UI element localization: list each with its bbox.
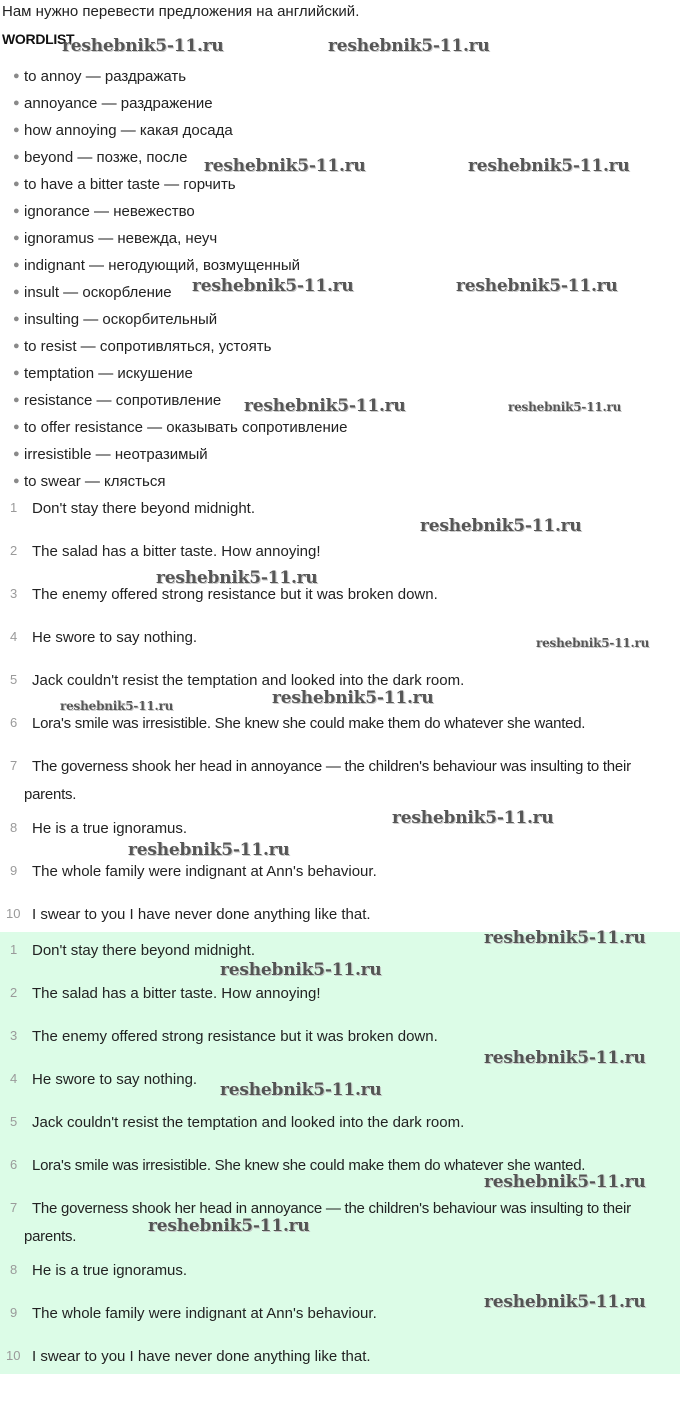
- wordlist-item-text: irresistible — неотразимый: [24, 446, 208, 463]
- sentence-text: Lora's smile was irresistible. She knew she could make them do whatever she wanted.: [32, 715, 586, 732]
- watermark: reshebnik5-11.ru: [272, 688, 434, 708]
- wordlist-item-text: how annoying — какая досада: [24, 122, 233, 139]
- sentence-item: [0, 815, 680, 843]
- wordlist-item: [0, 225, 680, 252]
- wordlist-item-text: to offer resistance — оказывать сопротивление: [24, 419, 348, 436]
- answer-text: I swear to you I have never done anything like that.: [32, 1348, 371, 1365]
- watermark: reshebnik5-11.ru: [456, 276, 618, 296]
- wordlist-item: [0, 306, 680, 333]
- wordlist-item: [0, 252, 680, 279]
- wordlist-item-text: insult — оскорбление: [24, 284, 172, 301]
- answer-text: The governess shook her head in annoyance — the children's behaviour was insulting to their parents.: [24, 1200, 631, 1245]
- answer-item: [0, 1109, 680, 1137]
- sentence-number: 3: [10, 586, 18, 601]
- answer-item: [0, 1023, 680, 1051]
- sentence-number: 7: [10, 758, 18, 773]
- answer-number: 5: [10, 1114, 18, 1129]
- bullet-icon: ●: [13, 97, 20, 109]
- wordlist-item: [0, 198, 680, 225]
- wordlist-item-text: to resist — сопротивляться, устоять: [24, 338, 272, 355]
- wordlist-item: [0, 90, 680, 117]
- watermark: reshebnik5-11.ru: [204, 156, 366, 176]
- watermark: reshebnik5-11.ru: [128, 840, 290, 860]
- wordlist-item: [0, 63, 680, 90]
- watermark: reshebnik5-11.ru: [220, 1080, 382, 1100]
- wordlist-item-text: beyond — позже, после: [24, 149, 188, 166]
- wordlist-item-text: indignant — негодующий, возмущенный: [24, 257, 301, 274]
- bullet-icon: ●: [13, 259, 20, 271]
- watermark: reshebnik5-11.ru: [60, 699, 174, 713]
- answer-text: He swore to say nothing.: [32, 1071, 198, 1088]
- sentence-text: The whole family were indignant at Ann's behaviour.: [32, 863, 377, 880]
- answer-number: 4: [10, 1071, 18, 1086]
- answer-text: The enemy offered strong resistance but it was broken down.: [32, 1028, 438, 1045]
- bullet-icon: ●: [13, 286, 20, 298]
- intro-text: Нам нужно перевести предложения на английский.: [2, 3, 360, 20]
- bullet-icon: ●: [13, 151, 20, 163]
- sentence-number: 4: [10, 629, 18, 644]
- answer-number: 10: [6, 1348, 21, 1363]
- answer-number: 6: [10, 1157, 18, 1172]
- sentence-item: [0, 901, 680, 929]
- bullet-icon: ●: [13, 394, 20, 406]
- sentence-item: [0, 753, 680, 809]
- watermark: reshebnik5-11.ru: [328, 36, 490, 56]
- wordlist-item-text: to annoy — раздражать: [24, 68, 187, 85]
- watermark: reshebnik5-11.ru: [468, 156, 630, 176]
- watermark: reshebnik5-11.ru: [536, 636, 650, 650]
- sentence-number: 9: [10, 863, 18, 878]
- watermark: reshebnik5-11.ru: [62, 36, 224, 56]
- wordlist-item: [0, 117, 680, 144]
- bullet-icon: ●: [13, 367, 20, 379]
- bullet-icon: ●: [13, 448, 20, 460]
- sentence-text: The salad has a bitter taste. How annoying!: [32, 543, 321, 560]
- wordlist-item: [0, 360, 680, 387]
- sentence-number: 2: [10, 543, 18, 558]
- wordlist-item: [0, 468, 680, 495]
- bullet-icon: ●: [13, 475, 20, 487]
- sentence-text: Don't stay there beyond midnight.: [32, 500, 255, 517]
- sentence-number: 1: [10, 500, 18, 515]
- watermark: reshebnik5-11.ru: [392, 808, 554, 828]
- wordlist-item: [0, 333, 680, 360]
- wordlist-heading: WORDLIST: [2, 31, 75, 47]
- watermark: reshebnik5-11.ru: [484, 1292, 646, 1312]
- answer-text: Don't stay there beyond midnight.: [32, 942, 255, 959]
- bullet-icon: ●: [13, 313, 20, 325]
- wordlist-item-text: insulting — оскорбительный: [24, 311, 218, 328]
- sentence-item: [0, 710, 680, 738]
- wordlist-item-text: to have a bitter taste — горчить: [24, 176, 236, 193]
- watermark: reshebnik5-11.ru: [148, 1216, 310, 1236]
- wordlist-item-text: resistance — сопротивление: [24, 392, 222, 409]
- sentence-text: The governess shook her head in annoyance — the children's behaviour was insulting to their parents.: [24, 758, 631, 803]
- bullet-icon: ●: [13, 70, 20, 82]
- answer-text: Jack couldn't resist the temptation and looked into the dark room.: [32, 1114, 465, 1131]
- bullet-icon: ●: [13, 178, 20, 190]
- watermark: reshebnik5-11.ru: [156, 568, 318, 588]
- watermark: reshebnik5-11.ru: [192, 276, 354, 296]
- bullet-icon: ●: [13, 340, 20, 352]
- sentence-text: He swore to say nothing.: [32, 629, 198, 646]
- answer-text: He is a true ignoramus.: [32, 1262, 188, 1279]
- sentence-item: [0, 538, 680, 566]
- wordlist-item-text: to swear — клясться: [24, 473, 166, 490]
- answer-text: The whole family were indignant at Ann's behaviour.: [32, 1305, 377, 1322]
- sentence-text: The enemy offered strong resistance but it was broken down.: [32, 586, 438, 603]
- answer-number: 1: [10, 942, 18, 957]
- sentence-item: [0, 858, 680, 886]
- watermark: reshebnik5-11.ru: [244, 396, 406, 416]
- watermark: reshebnik5-11.ru: [484, 1048, 646, 1068]
- answer-item: [0, 980, 680, 1008]
- answer-text: The salad has a bitter taste. How annoying!: [32, 985, 321, 1002]
- answer-number: 8: [10, 1262, 18, 1277]
- wordlist-item-text: annoyance — раздражение: [24, 95, 213, 112]
- watermark: reshebnik5-11.ru: [508, 400, 622, 414]
- sentence-number: 6: [10, 715, 18, 730]
- bullet-icon: ●: [13, 205, 20, 217]
- wordlist-item-text: temptation — искушение: [24, 365, 193, 382]
- answer-text: Lora's smile was irresistible. She knew she could make them do whatever she wanted.: [32, 1157, 586, 1174]
- watermark: reshebnik5-11.ru: [484, 1172, 646, 1192]
- bullet-icon: ●: [13, 421, 20, 433]
- answer-number: 7: [10, 1200, 18, 1215]
- bullet-icon: ●: [13, 124, 20, 136]
- wordlist-item-text: ignorance — невежество: [24, 203, 195, 220]
- watermark: reshebnik5-11.ru: [420, 516, 582, 536]
- wordlist-item: [0, 441, 680, 468]
- watermark: reshebnik5-11.ru: [484, 928, 646, 948]
- answer-number: 2: [10, 985, 18, 1000]
- answer-number: 3: [10, 1028, 18, 1043]
- answer-item: [0, 1195, 680, 1251]
- answer-number: 9: [10, 1305, 18, 1320]
- sentence-item: [0, 581, 680, 609]
- sentence-text: He is a true ignoramus.: [32, 820, 188, 837]
- watermark: reshebnik5-11.ru: [220, 960, 382, 980]
- wordlist-item-text: ignoramus — невежда, неуч: [24, 230, 218, 247]
- sentence-number: 8: [10, 820, 18, 835]
- answer-item: [0, 1257, 680, 1285]
- sentence-text: I swear to you I have never done anything like that.: [32, 906, 371, 923]
- sentence-number: 10: [6, 906, 21, 921]
- bullet-icon: ●: [13, 232, 20, 244]
- wordlist-item: [0, 414, 680, 441]
- answer-item: [0, 1343, 680, 1371]
- sentence-text: Jack couldn't resist the temptation and looked into the dark room.: [32, 672, 465, 689]
- sentence-number: 5: [10, 672, 18, 687]
